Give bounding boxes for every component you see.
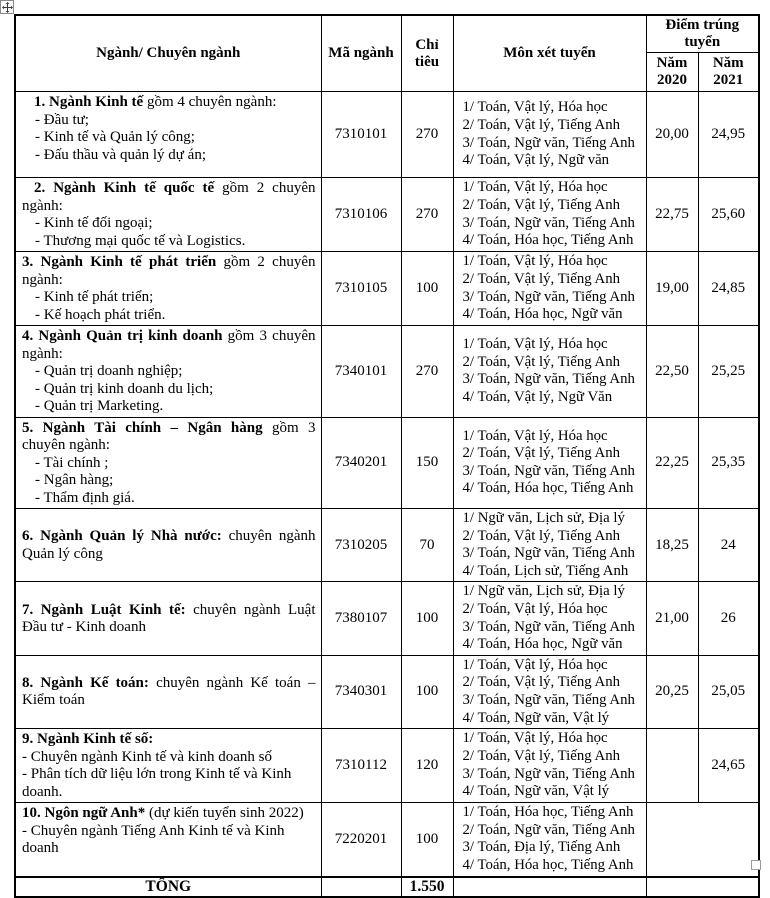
subject-line: 3/ Toán, Ngữ văn, Tiếng Anh (462, 371, 635, 388)
score-2020-cell: 22,50 (646, 326, 698, 418)
code-cell: 7340301 (321, 655, 401, 728)
score-merged-cell (646, 803, 759, 877)
score-2021-cell: 25,05 (698, 655, 759, 728)
code-cell: 7380107 (321, 582, 401, 655)
subject-line: 4/ Toán, Hóa học, Tiếng Anh (462, 480, 634, 497)
header-year-2021: Năm 2021 (698, 53, 759, 92)
subject-line: 4/ Toán, Hóa học, Tiếng Anh (462, 232, 634, 249)
code-cell: 7310112 (321, 729, 401, 803)
total-label: TỔNG (15, 877, 321, 897)
major-title: 8. Ngành Kế toán: chuyên ngành Kế toán – Kiểm toán (22, 674, 316, 709)
major-cell (15, 92, 321, 178)
subject-line: 3/ Toán, Ngữ văn, Tiếng Anh (462, 618, 635, 635)
specialization-item: - Phân tích dữ liệu lớn trong Kinh tế và Kinh doanh. (22, 766, 292, 800)
header-year-2020: Năm 2020 (646, 53, 698, 92)
table-row (15, 803, 759, 877)
major-cell (15, 326, 321, 418)
total-score-cell (646, 877, 759, 897)
major-title: 9. Ngành Kinh tế số: (22, 731, 154, 748)
major-title: 1. Ngành Kinh tế gồm 4 chuyên ngành: (34, 94, 277, 110)
score-2021-cell: 24,95 (698, 92, 759, 178)
admissions-table (14, 14, 760, 898)
quota-cell: 100 (401, 252, 453, 326)
quota-cell: 100 (401, 582, 453, 655)
quota-cell: 270 (401, 178, 453, 252)
specialization-list (22, 289, 316, 324)
major-cell (15, 803, 321, 877)
score-2021-cell: 25,60 (698, 178, 759, 252)
subject-line: 1/ Toán, Vật lý, Hóa học (462, 730, 608, 747)
table-row (15, 417, 759, 509)
subject-line: 3/ Toán, Ngữ văn, Tiếng Anh (462, 134, 635, 151)
subject-line: 4/ Toán, Hóa học, Tiếng Anh (462, 856, 634, 873)
header-quota: Chỉ tiêu (401, 15, 453, 92)
specialization-item: - Thương mại quốc tế và Logistics. (35, 232, 246, 249)
major-title: 4. Ngành Quản trị kinh doanh gồm 3 chuyên ngành: (22, 328, 316, 362)
score-2020-cell: 20,25 (646, 655, 698, 728)
table-row (15, 92, 759, 178)
subject-line: 2/ Toán, Vật lý, Tiếng Anh (462, 748, 621, 765)
subject-line: 4/ Toán, Hóa học, Ngữ văn (462, 636, 623, 653)
subject-line: 4/ Toán, Ngữ văn, Vật lý (462, 709, 610, 726)
specialization-item: - Chuyên ngành Tiếng Anh Kinh tế và Kinh doanh (22, 822, 285, 857)
subject-line: 2/ Toán, Ngữ văn, Tiếng Anh (462, 821, 635, 838)
header-subjects: Môn xét tuyển (453, 15, 646, 92)
code-cell: 7310205 (321, 509, 401, 582)
subject-line: 3/ Toán, Ngữ văn, Tiếng Anh (462, 288, 635, 305)
total-subjects-cell (453, 877, 646, 897)
table-row (15, 178, 759, 252)
subject-line: 4/ Toán, Ngữ văn, Vật lý (462, 783, 610, 800)
header-code: Mã ngành (321, 15, 401, 92)
total-quota: 1.550 (401, 877, 453, 897)
table-row (15, 252, 759, 326)
subjects-cell (453, 509, 646, 582)
total-row (15, 877, 759, 897)
subject-line: 2/ Toán, Vật lý, Tiếng Anh (462, 270, 621, 287)
subject-line: 1/ Toán, Vật lý, Hóa học (462, 253, 608, 270)
specialization-item: - Kinh tế phát triển; (35, 289, 154, 305)
table-row (15, 509, 759, 582)
code-cell: 7310105 (321, 252, 401, 326)
subject-line: 2/ Toán, Vật lý, Tiếng Anh (462, 527, 621, 544)
subjects-cell (453, 729, 646, 803)
specialization-item: - Quản trị doanh nghiệp; (35, 363, 183, 379)
major-cell (15, 178, 321, 252)
quota-cell: 100 (401, 655, 453, 728)
subject-line: 3/ Toán, Ngữ văn, Tiếng Anh (462, 214, 635, 231)
major-title: 2. Ngành Kinh tế quốc tế gồm 2 chuyên ngành: (22, 180, 316, 214)
specialization-item: - Kinh tế và Quản lý công; (35, 129, 195, 145)
quota-cell: 70 (401, 509, 453, 582)
subject-line: 1/ Toán, Vật lý, Hóa học (462, 99, 608, 116)
major-title: 6. Ngành Quản lý Nhà nước: chuyên ngành Quản lý công (22, 528, 316, 562)
major-title: 5. Ngành Tài chính – Ngân hàng gồm 3 chuyên ngành: (22, 419, 316, 453)
score-2020-cell: 22,75 (646, 178, 698, 252)
specialization-item: - Ngân hàng; (35, 472, 114, 488)
specialization-item: - Quản trị Marketing. (35, 398, 164, 414)
subject-line: 4/ Toán, Hóa học, Ngữ văn (462, 306, 623, 323)
specialization-item: - Chuyên ngành Kinh tế và kinh doanh số (22, 748, 272, 765)
subjects-cell (453, 582, 646, 655)
major-cell (15, 252, 321, 326)
specialization-item: - Đấu thầu và quản lý dự án; (35, 146, 206, 163)
subject-line: 2/ Toán, Vật lý, Tiếng Anh (462, 116, 621, 133)
subject-line: 2/ Toán, Vật lý, Tiếng Anh (462, 196, 621, 213)
subject-line: 3/ Toán, Địa lý, Tiếng Anh (462, 839, 621, 856)
score-2021-cell: 24,85 (698, 252, 759, 326)
subjects-cell (453, 178, 646, 252)
code-cell: 7340101 (321, 326, 401, 418)
specialization-item: - Kinh tế đối ngoại; (35, 215, 153, 231)
specialization-item: - Thẩm định giá. (35, 489, 135, 506)
score-2021-cell: 25,25 (698, 326, 759, 418)
table-resize-handle[interactable] (751, 860, 761, 870)
table-row (15, 655, 759, 728)
major-title: 3. Ngành Kinh tế phát triển gồm 2 chuyên ngành: (22, 254, 316, 288)
score-2020-cell: 19,00 (646, 252, 698, 326)
score-2021-cell: 24 (698, 509, 759, 582)
specialization-list (22, 749, 316, 802)
code-cell: 7220201 (321, 803, 401, 877)
subject-line: 2/ Toán, Vật lý, Hóa học (462, 600, 608, 617)
major-cell (15, 729, 321, 803)
table-row (15, 729, 759, 803)
subject-line: 2/ Toán, Vật lý, Tiếng Anh (462, 445, 621, 462)
specialization-list (22, 363, 316, 416)
subject-line: 4/ Toán, Lịch sử, Tiếng Anh (462, 562, 629, 579)
quota-cell: 120 (401, 729, 453, 803)
subjects-cell (453, 803, 646, 877)
subject-line: 1/ Ngữ văn, Lịch sử, Địa lý (462, 510, 625, 526)
total-code-cell (321, 877, 401, 897)
score-2020-cell: 20,00 (646, 92, 698, 178)
subject-line: 2/ Toán, Vật lý, Tiếng Anh (462, 353, 621, 370)
header-row-1 (15, 15, 759, 53)
specialization-item: - Đầu tư; (35, 111, 89, 128)
major-title: 10. Ngôn ngữ Anh* (dự kiến tuyển sinh 2022) (22, 805, 304, 822)
specialization-list (22, 823, 316, 858)
major-cell (15, 655, 321, 728)
subjects-cell (453, 326, 646, 418)
score-2020-cell: 22,25 (646, 417, 698, 509)
subjects-cell (453, 417, 646, 509)
quota-cell: 270 (401, 92, 453, 178)
subject-line: 1/ Toán, Vật lý, Hóa học (462, 427, 608, 444)
subject-line: 4/ Toán, Vật lý, Ngữ Văn (462, 388, 613, 405)
subject-line: 1/ Toán, Vật lý, Hóa học (462, 656, 608, 673)
header-score-group: Điểm trúng tuyển (646, 15, 759, 53)
subject-line: 1/ Toán, Vật lý, Hóa học (462, 336, 608, 353)
table-row (15, 582, 759, 655)
subject-line: 3/ Toán, Ngữ văn, Tiếng Anh (462, 691, 635, 708)
quota-cell: 270 (401, 326, 453, 418)
score-2020-cell (646, 729, 698, 803)
subject-line: 1/ Toán, Hóa học, Tiếng Anh (462, 804, 634, 821)
quota-cell: 100 (401, 803, 453, 877)
subjects-cell (453, 252, 646, 326)
table-row (15, 326, 759, 418)
major-title: 7. Ngành Luật Kinh tế: chuyên ngành Luật Đầu tư - Kinh doanh (22, 601, 316, 636)
specialization-list (22, 455, 316, 508)
score-2021-cell: 25,35 (698, 417, 759, 509)
header-major: Ngành/ Chuyên ngành (15, 15, 321, 92)
specialization-list (22, 215, 316, 250)
subject-line: 4/ Toán, Vật lý, Ngữ văn (462, 152, 610, 169)
subject-line: 1/ Ngữ văn, Lịch sử, Địa lý (462, 583, 625, 600)
specialization-item: - Kế hoạch phát triển. (35, 306, 166, 323)
subjects-cell (453, 92, 646, 178)
score-2021-cell: 26 (698, 582, 759, 655)
quota-cell: 150 (401, 417, 453, 509)
code-cell: 7340201 (321, 417, 401, 509)
major-cell (15, 582, 321, 655)
subject-line: 2/ Toán, Vật lý, Tiếng Anh (462, 674, 621, 691)
score-2021-cell: 24,65 (698, 729, 759, 803)
subject-line: 3/ Toán, Ngữ văn, Tiếng Anh (462, 545, 635, 562)
subject-line: 1/ Toán, Vật lý, Hóa học (462, 179, 608, 196)
major-cell (15, 509, 321, 582)
specialization-item: - Tài chính ; (35, 454, 109, 471)
score-2020-cell: 21,00 (646, 582, 698, 655)
code-cell: 7310101 (321, 92, 401, 178)
subjects-cell (453, 655, 646, 728)
score-2020-cell: 18,25 (646, 509, 698, 582)
specialization-item: - Quản trị kinh doanh du lịch; (35, 380, 214, 397)
table-move-handle[interactable] (0, 0, 14, 14)
subject-line: 3/ Toán, Ngữ văn, Tiếng Anh (462, 765, 635, 782)
specialization-list (22, 112, 316, 165)
code-cell: 7310106 (321, 178, 401, 252)
major-cell (15, 417, 321, 509)
move-arrows-icon (2, 2, 13, 13)
subject-line: 3/ Toán, Ngữ văn, Tiếng Anh (462, 462, 635, 479)
